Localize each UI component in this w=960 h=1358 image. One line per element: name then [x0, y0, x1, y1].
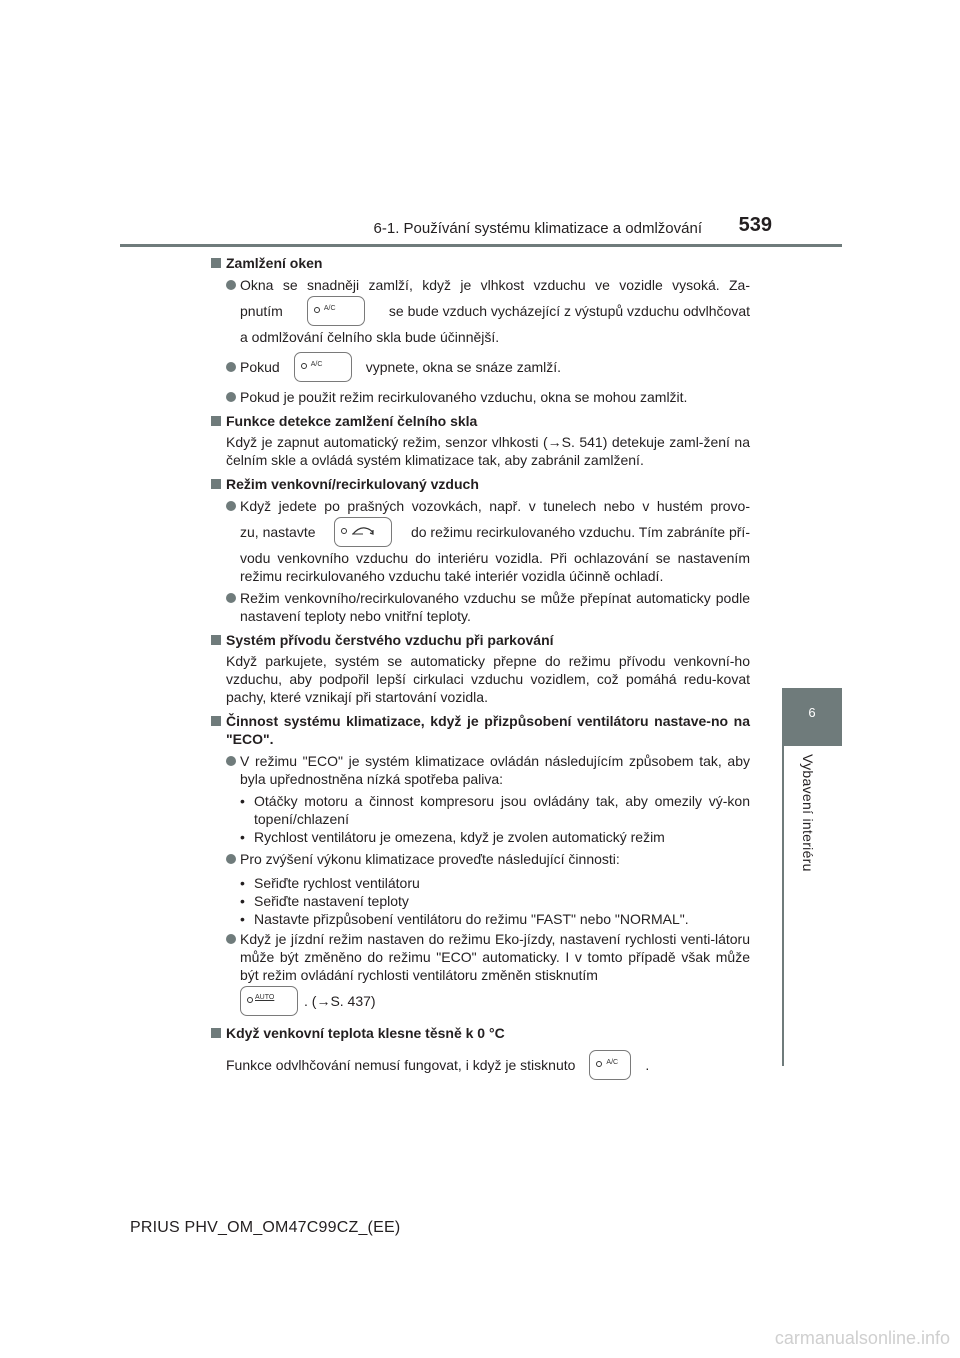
heading-window-fogging: Zamlžení oken [210, 254, 750, 272]
page-number: 539 [738, 214, 772, 236]
list-item: Když jedete po prašných vozovkách, např. v tunelech nebo v hustém provo- zu, nastavte do režimu recirkulovaného vzduchu. Tím zabráníte pří- vodu venkovního vzduchu do interiéru vozidla. Při ochlazování se nastavením režimu recirkulovaného vzduchu také interiér vozidla účinně ochladí. [210, 497, 750, 585]
paragraph: Funkce odvlhčování nemusí fungovat, i když je stisknuto A/C . [210, 1048, 750, 1082]
sub-list-item: • Nastavte přizpůsobení ventilátoru do režimu "FAST" nebo "NORMAL". [240, 911, 689, 927]
recirculation-icon [351, 526, 375, 536]
document-code: PRIUS PHV_OM_OM47C99CZ_(EE) [130, 1219, 401, 1236]
square-bullet-icon [211, 416, 221, 426]
sub-list-item: • Rychlost ventilátoru je omezena, když je zvolen automatický režim [240, 829, 665, 845]
header-rule [120, 244, 842, 247]
ac-button-icon: A/C [294, 352, 352, 382]
list-item: Okna se snadněji zamlží, když je vlhkost vzduchu ve vozidle vysoká. Za- pnutím A/C se bude vzduch vycházející z výstupů vzduchu odvlhčovat a odmlžování čelního skla bude účinnější. [210, 276, 750, 346]
round-bullet-icon [226, 392, 236, 402]
heading-fresh-air-parking: Systém přívodu čerstvého vzduchu při parkování [210, 631, 750, 649]
list-item: Pokud A/C vypnete, okna se snáze zamlží. [210, 350, 750, 384]
ac-button-icon: A/C [307, 296, 365, 326]
sub-list-item: • Seřiďte nastavení teploty [240, 893, 409, 909]
list-item: Když je jízdní režim nastaven do režimu Eko-jízdy, nastavení rychlosti venti-látoru může být změněno do režimu "ECO" automaticky. I v tomto případě však může být režim ovládání rychlosti ventilátoru změněn stisknutím AUTO . (→S. 437) [210, 930, 750, 1018]
chapter-bar [782, 746, 784, 1066]
square-bullet-icon [211, 716, 221, 726]
chapter-label: Vybavení interiéru [800, 754, 816, 872]
square-bullet-icon [211, 635, 221, 645]
heading-outside-temp: Když venkovní teplota klesne těsně k 0 °C [210, 1024, 750, 1042]
auto-button-icon: AUTO [240, 986, 298, 1016]
watermark: carmanualsonline.info [774, 1328, 950, 1348]
square-bullet-icon [211, 1028, 221, 1038]
page-header [120, 216, 842, 248]
paragraph: Když parkujete, systém se automaticky přepne do režimu přívodu venkovní-ho vzduchu, aby podpořil lepší cirkulaci vzduchu vozidlem, což pomáhá redu-kovat pachy, které vznikají při startování vozidla. [226, 653, 750, 705]
recirculation-button-icon [334, 517, 392, 547]
round-bullet-icon [226, 854, 236, 864]
list-item: Pokud je použit režim recirkulovaného vzduchu, okna se mohou zamlžit. [210, 388, 750, 406]
section-title: 6-1. Používání systému klimatizace a odmlžování [373, 220, 702, 237]
list-item: Režim venkovního/recirkulovaného vzduchu se může přepínat automaticky podle nastavení teploty nebo vnitřní teploty. [210, 589, 750, 625]
square-bullet-icon [211, 479, 221, 489]
heading-air-mode: Režim venkovní/recirkulovaný vzduch [210, 475, 750, 493]
round-bullet-icon [226, 501, 236, 511]
list-item: V režimu "ECO" je systém klimatizace ovládán následujícím způsobem tak, aby byla upřednostněna nízká spotřeba paliva: [210, 752, 750, 788]
paragraph: Když je zapnut automatický režim, senzor vlhkosti (→S. 541) detekuje zaml-žení na čelním skle a ovládá systém klimatizace tak, aby zabránil zamlžení. [226, 434, 750, 468]
list-item: Pro zvýšení výkonu klimatizace proveďte následující činnosti: [210, 850, 750, 868]
round-bullet-icon [226, 934, 236, 944]
round-bullet-icon [226, 756, 236, 766]
chapter-number: 6 [808, 705, 816, 720]
chapter-tab [782, 688, 842, 746]
heading-fog-detection: Funkce detekce zamlžení čelního skla [210, 412, 750, 430]
round-bullet-icon [226, 280, 236, 290]
sub-list-item: • Otáčky motoru a činnost kompresoru jsou ovládány tak, aby omezily vý-kon topení/chlazení [240, 793, 750, 827]
page-content [210, 254, 750, 1082]
ac-button-icon: A/C [589, 1050, 631, 1080]
sub-list-item: • Seřiďte rychlost ventilátoru [240, 875, 420, 891]
square-bullet-icon [211, 258, 221, 268]
heading-eco-fan: Činnost systému klimatizace, když je přizpůsobení ventilátoru nastave-no na "ECO". [210, 712, 750, 748]
round-bullet-icon [226, 593, 236, 603]
round-bullet-icon [226, 362, 236, 372]
